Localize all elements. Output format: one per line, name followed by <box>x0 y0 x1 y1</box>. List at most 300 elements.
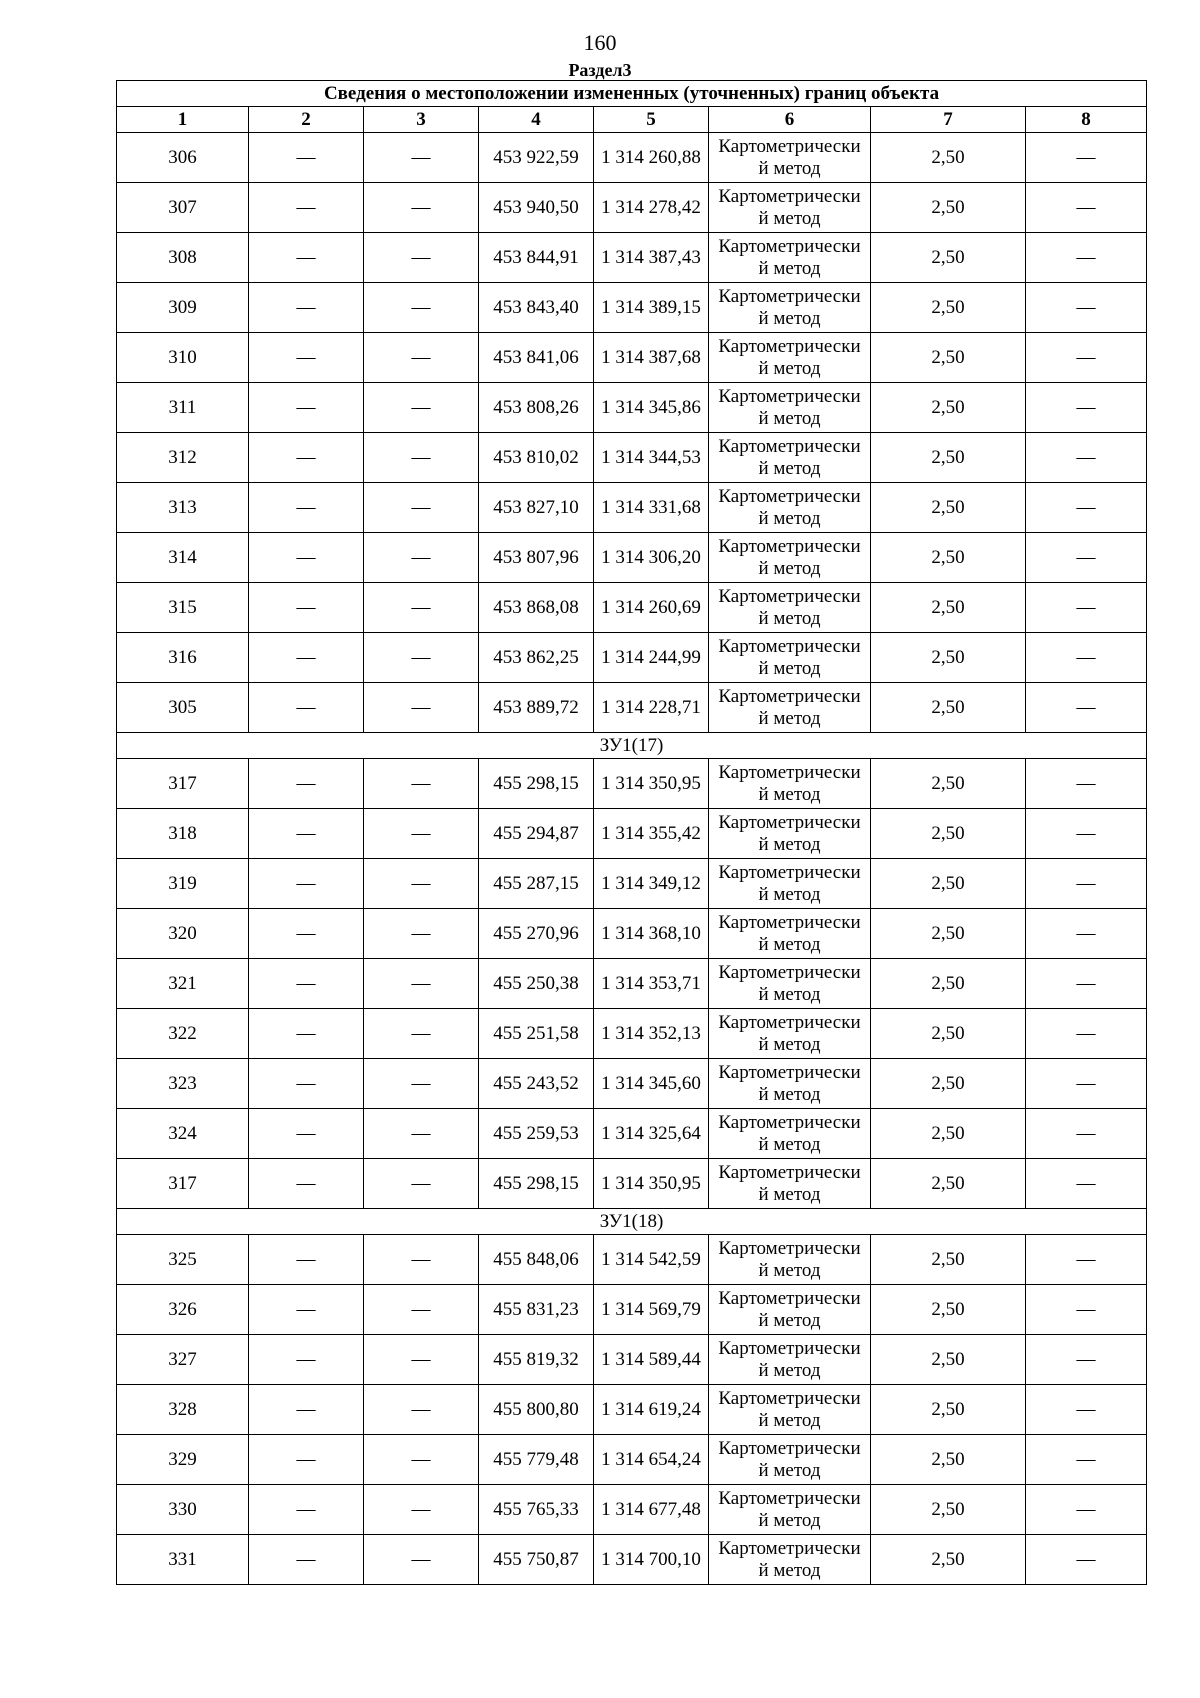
accuracy-cell: 2,50 <box>871 1235 1026 1285</box>
method-line-2: й метод <box>758 783 821 805</box>
dash-cell: — <box>364 909 479 959</box>
table-row <box>117 959 1147 1009</box>
method-cell <box>709 1485 871 1535</box>
column-header: 8 <box>1026 107 1147 133</box>
section-title: Раздел3 <box>568 60 632 80</box>
method-cell <box>709 909 871 959</box>
method-line-1: Картометрически <box>718 1011 861 1033</box>
method-line-1: Картометрически <box>718 961 861 983</box>
y-coordinate-cell: 1 314 368,10 <box>594 909 709 959</box>
point-number-cell: 311 <box>117 383 249 433</box>
accuracy-cell: 2,50 <box>871 233 1026 283</box>
method-line-2: й метод <box>758 1309 821 1331</box>
dash-cell: — <box>364 583 479 633</box>
method-cell <box>709 583 871 633</box>
dash-cell: — <box>249 1235 364 1285</box>
dash-cell: — <box>249 133 364 183</box>
table-row <box>117 1435 1147 1485</box>
accuracy-cell: 2,50 <box>871 1435 1026 1485</box>
y-coordinate-cell: 1 314 350,95 <box>594 759 709 809</box>
dash-cell: — <box>364 483 479 533</box>
y-coordinate-cell: 1 314 389,15 <box>594 283 709 333</box>
method-line-1: Картометрически <box>718 1337 861 1359</box>
method-line-1: Картометрически <box>718 535 861 557</box>
y-coordinate-cell: 1 314 589,44 <box>594 1335 709 1385</box>
x-coordinate-cell: 453 889,72 <box>479 683 594 733</box>
dash-cell: — <box>1026 1535 1147 1585</box>
method-line-1: Картометрически <box>718 485 861 507</box>
accuracy-cell: 2,50 <box>871 1009 1026 1059</box>
x-coordinate-cell: 453 843,40 <box>479 283 594 333</box>
boundary-table <box>116 80 1147 1585</box>
dash-cell: — <box>364 1109 479 1159</box>
x-coordinate-cell: 455 765,33 <box>479 1485 594 1535</box>
y-coordinate-cell: 1 314 542,59 <box>594 1235 709 1285</box>
table-row <box>117 633 1147 683</box>
method-line-1: Картометрически <box>718 911 861 933</box>
method-line-1: Картометрически <box>718 435 861 457</box>
method-line-1: Картометрически <box>718 761 861 783</box>
table-row <box>117 333 1147 383</box>
x-coordinate-cell: 453 827,10 <box>479 483 594 533</box>
method-line-2: й метод <box>758 407 821 429</box>
point-number-cell: 323 <box>117 1059 249 1109</box>
y-coordinate-cell: 1 314 353,71 <box>594 959 709 1009</box>
point-number-cell: 320 <box>117 909 249 959</box>
y-coordinate-cell: 1 314 654,24 <box>594 1435 709 1485</box>
group-row <box>117 733 1147 759</box>
dash-cell: — <box>249 1159 364 1209</box>
table-row <box>117 1109 1147 1159</box>
y-coordinate-cell: 1 314 355,42 <box>594 809 709 859</box>
method-cell <box>709 533 871 583</box>
method-line-2: й метод <box>758 983 821 1005</box>
x-coordinate-cell: 453 807,96 <box>479 533 594 583</box>
y-coordinate-cell: 1 314 569,79 <box>594 1285 709 1335</box>
accuracy-cell: 2,50 <box>871 1059 1026 1109</box>
table-row <box>117 1335 1147 1385</box>
method-line-2: й метод <box>758 883 821 905</box>
accuracy-cell: 2,50 <box>871 633 1026 683</box>
point-number-cell: 328 <box>117 1385 249 1435</box>
y-coordinate-cell: 1 314 387,68 <box>594 333 709 383</box>
method-line-2: й метод <box>758 707 821 729</box>
dash-cell: — <box>364 1159 479 1209</box>
dash-cell: — <box>1026 1235 1147 1285</box>
dash-cell: — <box>364 1335 479 1385</box>
accuracy-cell: 2,50 <box>871 909 1026 959</box>
dash-cell: — <box>364 533 479 583</box>
x-coordinate-cell: 453 922,59 <box>479 133 594 183</box>
method-line-2: й метод <box>758 1083 821 1105</box>
group-label: ЗУ1(17) <box>117 733 1147 759</box>
dash-cell: — <box>249 1009 364 1059</box>
dash-cell: — <box>249 333 364 383</box>
group-label: ЗУ1(18) <box>117 1209 1147 1235</box>
x-coordinate-cell: 453 940,50 <box>479 183 594 233</box>
x-coordinate-cell: 453 844,91 <box>479 233 594 283</box>
method-line-2: й метод <box>758 457 821 479</box>
table-row <box>117 809 1147 859</box>
method-cell <box>709 809 871 859</box>
dash-cell: — <box>1026 1335 1147 1385</box>
method-line-2: й метод <box>758 1459 821 1481</box>
method-line-2: й метод <box>758 933 821 955</box>
accuracy-cell: 2,50 <box>871 333 1026 383</box>
dash-cell: — <box>364 1535 479 1585</box>
x-coordinate-cell: 453 862,25 <box>479 633 594 683</box>
y-coordinate-cell: 1 314 349,12 <box>594 859 709 909</box>
dash-cell: — <box>364 759 479 809</box>
dash-cell: — <box>1026 759 1147 809</box>
method-line-1: Картометрически <box>718 235 861 257</box>
method-line-1: Картометрически <box>718 185 861 207</box>
dash-cell: — <box>1026 1285 1147 1335</box>
y-coordinate-cell: 1 314 228,71 <box>594 683 709 733</box>
dash-cell: — <box>1026 283 1147 333</box>
accuracy-cell: 2,50 <box>871 809 1026 859</box>
method-line-2: й метод <box>758 1133 821 1155</box>
method-cell <box>709 433 871 483</box>
dash-cell: — <box>364 183 479 233</box>
x-coordinate-cell: 455 243,52 <box>479 1059 594 1109</box>
dash-cell: — <box>1026 1159 1147 1209</box>
dash-cell: — <box>1026 233 1147 283</box>
method-line-2: й метод <box>758 157 821 179</box>
column-header: 5 <box>594 107 709 133</box>
x-coordinate-cell: 455 270,96 <box>479 909 594 959</box>
y-coordinate-cell: 1 314 325,64 <box>594 1109 709 1159</box>
accuracy-cell: 2,50 <box>871 683 1026 733</box>
dash-cell: — <box>1026 633 1147 683</box>
method-line-1: Картометрически <box>718 585 861 607</box>
point-number-cell: 321 <box>117 959 249 1009</box>
dash-cell: — <box>1026 1485 1147 1535</box>
accuracy-cell: 2,50 <box>871 1385 1026 1435</box>
accuracy-cell: 2,50 <box>871 483 1026 533</box>
x-coordinate-cell: 453 868,08 <box>479 583 594 633</box>
dash-cell: — <box>249 583 364 633</box>
table-row <box>117 1385 1147 1435</box>
y-coordinate-cell: 1 314 306,20 <box>594 533 709 583</box>
x-coordinate-cell: 455 848,06 <box>479 1235 594 1285</box>
dash-cell: — <box>1026 1009 1147 1059</box>
x-coordinate-cell: 455 750,87 <box>479 1535 594 1585</box>
table-row <box>117 1285 1147 1335</box>
dash-cell: — <box>364 133 479 183</box>
y-coordinate-cell: 1 314 278,42 <box>594 183 709 233</box>
dash-cell: — <box>249 233 364 283</box>
dash-cell: — <box>1026 1059 1147 1109</box>
method-cell <box>709 1235 871 1285</box>
y-coordinate-cell: 1 314 345,86 <box>594 383 709 433</box>
y-coordinate-cell: 1 314 387,43 <box>594 233 709 283</box>
accuracy-cell: 2,50 <box>871 183 1026 233</box>
point-number-cell: 324 <box>117 1109 249 1159</box>
x-coordinate-cell: 455 259,53 <box>479 1109 594 1159</box>
group-row <box>117 1209 1147 1235</box>
method-line-1: Картометрически <box>718 1111 861 1133</box>
column-header: 2 <box>249 107 364 133</box>
method-cell <box>709 283 871 333</box>
method-line-2: й метод <box>758 207 821 229</box>
table-row <box>117 1159 1147 1209</box>
method-cell <box>709 1109 871 1159</box>
dash-cell: — <box>364 383 479 433</box>
method-line-1: Картометрически <box>718 1437 861 1459</box>
point-number-cell: 309 <box>117 283 249 333</box>
point-number-cell: 317 <box>117 759 249 809</box>
dash-cell: — <box>1026 1109 1147 1159</box>
dash-cell: — <box>1026 183 1147 233</box>
y-coordinate-cell: 1 314 350,95 <box>594 1159 709 1209</box>
dash-cell: — <box>249 533 364 583</box>
accuracy-cell: 2,50 <box>871 383 1026 433</box>
dash-cell: — <box>364 859 479 909</box>
table-row <box>117 1485 1147 1535</box>
method-cell <box>709 1385 871 1435</box>
method-cell <box>709 383 871 433</box>
table-row <box>117 433 1147 483</box>
dash-cell: — <box>364 1285 479 1335</box>
method-line-1: Картометрически <box>718 861 861 883</box>
table-row <box>117 133 1147 183</box>
table-row <box>117 583 1147 633</box>
method-line-2: й метод <box>758 1409 821 1431</box>
column-header: 1 <box>117 107 249 133</box>
method-line-2: й метод <box>758 507 821 529</box>
accuracy-cell: 2,50 <box>871 583 1026 633</box>
accuracy-cell: 2,50 <box>871 1109 1026 1159</box>
y-coordinate-cell: 1 314 244,99 <box>594 633 709 683</box>
x-coordinate-cell: 455 298,15 <box>479 759 594 809</box>
y-coordinate-cell: 1 314 260,69 <box>594 583 709 633</box>
y-coordinate-cell: 1 314 344,53 <box>594 433 709 483</box>
dash-cell: — <box>1026 1435 1147 1485</box>
dash-cell: — <box>1026 333 1147 383</box>
column-header: 3 <box>364 107 479 133</box>
point-number-cell: 325 <box>117 1235 249 1285</box>
dash-cell: — <box>364 1385 479 1435</box>
method-line-1: Картометрически <box>718 1237 861 1259</box>
method-line-2: й метод <box>758 257 821 279</box>
method-line-1: Картометрически <box>718 135 861 157</box>
point-number-cell: 330 <box>117 1485 249 1535</box>
y-coordinate-cell: 1 314 700,10 <box>594 1535 709 1585</box>
table-row <box>117 533 1147 583</box>
method-cell <box>709 333 871 383</box>
x-coordinate-cell: 455 287,15 <box>479 859 594 909</box>
method-cell <box>709 483 871 533</box>
x-coordinate-cell: 455 819,32 <box>479 1335 594 1385</box>
method-line-2: й метод <box>758 357 821 379</box>
method-line-1: Картометрически <box>718 635 861 657</box>
method-line-1: Картометрически <box>718 1487 861 1509</box>
y-coordinate-cell: 1 314 260,88 <box>594 133 709 183</box>
method-line-1: Картометрически <box>718 685 861 707</box>
y-coordinate-cell: 1 314 677,48 <box>594 1485 709 1535</box>
dash-cell: — <box>1026 809 1147 859</box>
point-number-cell: 314 <box>117 533 249 583</box>
table-row <box>117 1059 1147 1109</box>
method-line-1: Картометрически <box>718 1287 861 1309</box>
method-line-2: й метод <box>758 1183 821 1205</box>
x-coordinate-cell: 455 251,58 <box>479 1009 594 1059</box>
table-row <box>117 233 1147 283</box>
accuracy-cell: 2,50 <box>871 759 1026 809</box>
column-header: 4 <box>479 107 594 133</box>
accuracy-cell: 2,50 <box>871 1535 1026 1585</box>
dash-cell: — <box>364 1485 479 1535</box>
method-line-2: й метод <box>758 1559 821 1581</box>
x-coordinate-cell: 455 298,15 <box>479 1159 594 1209</box>
point-number-cell: 307 <box>117 183 249 233</box>
accuracy-cell: 2,50 <box>871 433 1026 483</box>
dash-cell: — <box>249 483 364 533</box>
method-cell <box>709 1535 871 1585</box>
table-row <box>117 909 1147 959</box>
table-row <box>117 383 1147 433</box>
dash-cell: — <box>249 1485 364 1535</box>
accuracy-cell: 2,50 <box>871 1285 1026 1335</box>
dash-cell: — <box>1026 1385 1147 1435</box>
point-number-cell: 317 <box>117 1159 249 1209</box>
dash-cell: — <box>249 909 364 959</box>
dash-cell: — <box>249 1435 364 1485</box>
method-cell <box>709 1159 871 1209</box>
accuracy-cell: 2,50 <box>871 533 1026 583</box>
accuracy-cell: 2,50 <box>871 1159 1026 1209</box>
dash-cell: — <box>1026 383 1147 433</box>
accuracy-cell: 2,50 <box>871 1485 1026 1535</box>
dash-cell: — <box>364 1435 479 1485</box>
dash-cell: — <box>249 183 364 233</box>
point-number-cell: 310 <box>117 333 249 383</box>
column-header: 6 <box>709 107 871 133</box>
method-line-1: Картометрически <box>718 811 861 833</box>
x-coordinate-cell: 455 779,48 <box>479 1435 594 1485</box>
point-number-cell: 326 <box>117 1285 249 1335</box>
point-number-cell: 305 <box>117 683 249 733</box>
accuracy-cell: 2,50 <box>871 133 1026 183</box>
method-cell <box>709 683 871 733</box>
method-cell <box>709 1435 871 1485</box>
dash-cell: — <box>249 809 364 859</box>
dash-cell: — <box>364 283 479 333</box>
point-number-cell: 316 <box>117 633 249 683</box>
dash-cell: — <box>249 433 364 483</box>
dash-cell: — <box>249 1109 364 1159</box>
method-cell <box>709 1009 871 1059</box>
dash-cell: — <box>249 859 364 909</box>
method-line-2: й метод <box>758 657 821 679</box>
x-coordinate-cell: 455 800,80 <box>479 1385 594 1435</box>
method-line-1: Картометрически <box>718 1061 861 1083</box>
method-line-1: Картометрически <box>718 335 861 357</box>
point-number-cell: 319 <box>117 859 249 909</box>
dash-cell: — <box>1026 959 1147 1009</box>
point-number-cell: 315 <box>117 583 249 633</box>
table-caption: Сведения о местоположении измененных (уточненных) границ объекта <box>117 81 1147 107</box>
table-row <box>117 283 1147 333</box>
dash-cell: — <box>364 809 479 859</box>
table-body <box>117 133 1147 1585</box>
method-cell <box>709 759 871 809</box>
point-number-cell: 312 <box>117 433 249 483</box>
dash-cell: — <box>1026 133 1147 183</box>
dash-cell: — <box>1026 533 1147 583</box>
x-coordinate-cell: 455 294,87 <box>479 809 594 859</box>
table-row <box>117 1235 1147 1285</box>
x-coordinate-cell: 455 250,38 <box>479 959 594 1009</box>
dash-cell: — <box>249 283 364 333</box>
dash-cell: — <box>249 383 364 433</box>
point-number-cell: 322 <box>117 1009 249 1059</box>
dash-cell: — <box>249 1335 364 1385</box>
dash-cell: — <box>249 633 364 683</box>
method-cell <box>709 133 871 183</box>
y-coordinate-cell: 1 314 619,24 <box>594 1385 709 1435</box>
dash-cell: — <box>1026 683 1147 733</box>
column-header: 7 <box>871 107 1026 133</box>
dash-cell: — <box>249 683 364 733</box>
dash-cell: — <box>1026 483 1147 533</box>
point-number-cell: 327 <box>117 1335 249 1385</box>
dash-cell: — <box>249 1535 364 1585</box>
table-row <box>117 683 1147 733</box>
point-number-cell: 308 <box>117 233 249 283</box>
dash-cell: — <box>249 759 364 809</box>
method-cell <box>709 959 871 1009</box>
x-coordinate-cell: 453 810,02 <box>479 433 594 483</box>
dash-cell: — <box>249 1285 364 1335</box>
dash-cell: — <box>364 1009 479 1059</box>
dash-cell: — <box>249 1385 364 1435</box>
dash-cell: — <box>364 1235 479 1285</box>
method-line-2: й метод <box>758 557 821 579</box>
dash-cell: — <box>1026 433 1147 483</box>
point-number-cell: 318 <box>117 809 249 859</box>
method-line-1: Картометрически <box>718 385 861 407</box>
method-line-1: Картометрически <box>718 1537 861 1559</box>
dash-cell: — <box>364 1059 479 1109</box>
method-line-1: Картометрически <box>718 285 861 307</box>
dash-cell: — <box>364 959 479 1009</box>
method-cell <box>709 183 871 233</box>
accuracy-cell: 2,50 <box>871 1335 1026 1385</box>
accuracy-cell: 2,50 <box>871 959 1026 1009</box>
dash-cell: — <box>364 333 479 383</box>
point-number-cell: 329 <box>117 1435 249 1485</box>
table-row <box>117 1535 1147 1585</box>
table-row <box>117 483 1147 533</box>
method-line-2: й метод <box>758 1509 821 1531</box>
dash-cell: — <box>249 959 364 1009</box>
method-line-1: Картометрически <box>718 1161 861 1183</box>
y-coordinate-cell: 1 314 352,13 <box>594 1009 709 1059</box>
method-line-2: й метод <box>758 307 821 329</box>
y-coordinate-cell: 1 314 345,60 <box>594 1059 709 1109</box>
dash-cell: — <box>364 683 479 733</box>
method-line-2: й метод <box>758 1359 821 1381</box>
point-number-cell: 306 <box>117 133 249 183</box>
dash-cell: — <box>1026 909 1147 959</box>
method-cell <box>709 233 871 283</box>
method-line-1: Картометрически <box>718 1387 861 1409</box>
dash-cell: — <box>364 433 479 483</box>
method-cell <box>709 859 871 909</box>
table-row <box>117 759 1147 809</box>
